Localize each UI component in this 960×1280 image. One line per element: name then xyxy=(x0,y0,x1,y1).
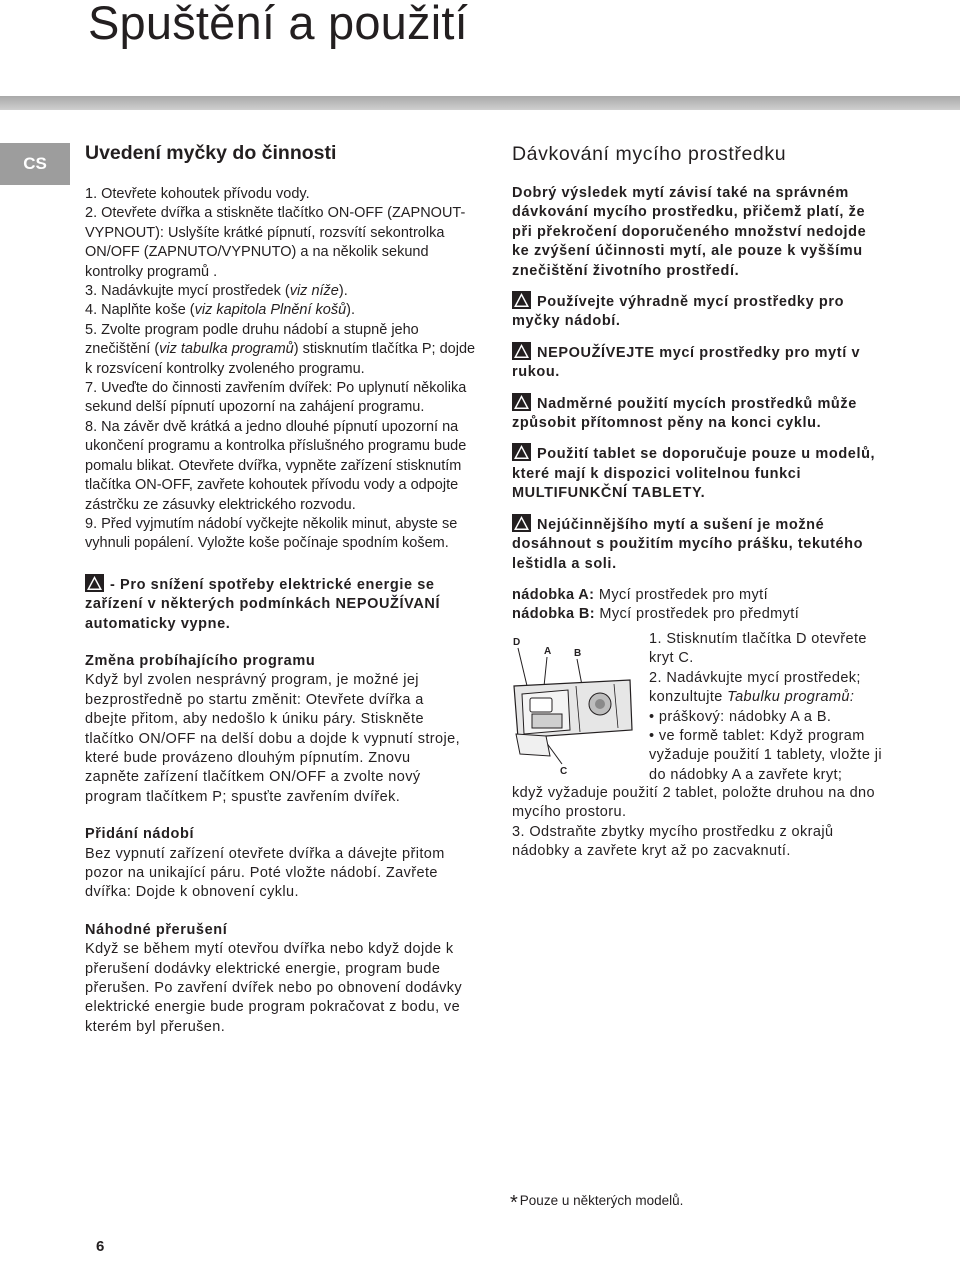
left-column xyxy=(85,142,480,1037)
warning-icon xyxy=(512,514,531,532)
page-title: Spuštění a použití xyxy=(88,0,468,49)
warning-2: NEPOUŽÍVEJTE mycí prostředky pro mytí v rukou. xyxy=(512,342,872,383)
dispenser-step-2: 2. Nadávkujte mycí prostředek; konzultujte Tabulku programů: xyxy=(649,669,861,706)
diagram-label-c: C xyxy=(560,766,568,777)
dispenser-step-3: 3. Odstraňte zbytky mycího prostředku z okrajů nádobky a zavřete kryt až po zacvaknutí. xyxy=(512,823,834,860)
right-column xyxy=(512,143,892,625)
warning-icon xyxy=(85,574,104,592)
step-8: 8. Na závěr dvě krátká a jedno dlouhé pípnutí upozorní na ukončení programu a kontrolka příslušného programu bude pomalu blikat. Otevřete dvířka, vypněte zařízení stisknutím tlačítka ON-OFF, zavřete kohoutek přívodu vody a odpojte zástrčku ze zásuvky elektrického rozvodu. xyxy=(85,418,467,513)
interrupt-heading: Náhodné přerušení xyxy=(85,921,228,938)
dispenser-step-1: 1. Stisknutím tlačítka D otevřete kryt C. xyxy=(649,631,867,667)
change-text: Když byl zvolen nesprávný program, je možné jej bezprostředně po startu změnit: Otevřete dvířka a dbejte přitom, aby nedošlo k úniku páry. Stiskněte tlačítko ON/OFF na delší dobu a dojde k vypnutí stroje, které bude provázeno dlouhým pípnutím. Znovu zapněte zařízení tlačítkem ON/OFF a zvolte nový program tlačítkem P; spusťte zavřením dvířek. xyxy=(85,672,461,805)
compartment-b: nádobka B: Mycí prostředek pro předmytí xyxy=(512,606,800,623)
dispenser-steps-bottom xyxy=(512,784,887,862)
compartment-a: nádobka A: Mycí prostředek pro mytí xyxy=(512,586,768,603)
warning-4: Použití tablet se doporučuje pouze u modelů, které mají k dispozici volitelnou funkci MULTIFUNKČNÍ TABLETY. xyxy=(512,443,892,503)
interrupt-text: Když se během mytí otevřou dvířka nebo když dojde k přerušení dodávky elektrické energie, program bude přerušen. Po zavření dvířek nebo po obnovení dodávky elektrické energie bude program pokračovat z bodu, ve kterém byl přerušen. xyxy=(85,941,463,1035)
warning-3: Nadměrné použití mycích prostředků může způsobit přítomnost pěny na konci cyklu. xyxy=(512,393,882,434)
diagram-label-d: D xyxy=(513,637,521,648)
detergent-dispenser-diagram xyxy=(510,634,634,780)
detergent-intro: Dobrý výsledek mytí závisí také na správném dávkování mycího prostředku, přičemž platí, že při překročení doporučeného množství nedojde ke zvýšení účinnosti mytí, ale pouze k vyššímu znečištění životního prostředí. xyxy=(512,185,867,279)
warning-icon xyxy=(512,393,531,411)
footnote-text: Pouze u některých modelů. xyxy=(519,1193,684,1208)
warning-5: Nejúčinnějšího mytí a sušení je možné dosáhnout s použitím mycího prášku, tekutého leštidla a soli. xyxy=(512,514,872,574)
diagram-label-a: A xyxy=(544,646,552,657)
step-7: 7. Uveďte do činnosti zavřením dvířek: Po uplynutí několika sekund delší pípnutí upozorní na zahájení programu. xyxy=(85,380,467,416)
section-heading-detergent: Dávkování mycího prostředku xyxy=(512,143,787,165)
footnote-star: * xyxy=(510,1192,518,1214)
step-3: 3. Nadávkujte mycí prostředek (viz níže). xyxy=(85,283,348,300)
page-number: 6 xyxy=(96,1238,105,1255)
dispenser-steps-top xyxy=(649,630,894,785)
diagram-label-b: B xyxy=(574,648,582,659)
step-2: 2. Otevřete dvířka a stiskněte tlačítko ON-OFF (ZAPNOUT-VYPNOUT): Uslyšíte krátké pípnutí, rozsvítí sekontrolka ON/OFF (ZAPNUTO/VYPNUTO) a na několik sekund kontrolky programů . xyxy=(85,205,466,280)
add-heading: Přidání nádobí xyxy=(85,826,195,843)
dispenser-step-2-tablet: • ve formě tablet: Když program vyžaduje použití 1 tablety, vložte ji do nádobky A a zavřete kryt; xyxy=(649,728,882,783)
step-1: 1. Otevřete kohoutek přívodu vody. xyxy=(85,186,310,202)
dispenser-step-2-powder: • práškový: nádobky A a B. xyxy=(649,708,832,725)
change-heading: Změna probíhajícího programu xyxy=(85,652,316,669)
section-heading-start: Uvedení myčky do činnosti xyxy=(85,142,337,164)
energy-note: - Pro snížení spotřeby elektrické energie se zařízení v některých podmínkách NEPOUŽÍVANÍ automaticky vypne. xyxy=(85,574,465,634)
step-5: 5. Zvolte program podle druhu nádobí a stupně jeho znečištění (viz tabulka programů) stisknutím tlačítka P; dojde k rozsvícení kontrolky zvoleného programu. xyxy=(85,321,476,377)
dispenser-step-2-tablets-two: když vyžaduje použití 2 tablet, položte druhou na dno mycího prostoru. xyxy=(512,785,875,821)
footnote xyxy=(510,1192,683,1215)
warning-icon xyxy=(512,342,531,360)
step-9: 9. Před vyjmutím nádobí vyčkejte několik minut, abyste se vyhnuli popálení. Vyložte koše počínaje spodním košem. xyxy=(85,515,458,552)
warning-icon xyxy=(512,443,531,461)
header-rule xyxy=(0,96,960,110)
add-text: Bez vypnutí zařízení otevřete dvířka a dávejte přitom pozor na unikající páru. Poté vložte nádobí. Zavřete dvířka: Dojde k obnovení cyklu. xyxy=(85,845,445,901)
warning-icon xyxy=(512,291,531,309)
warning-1: Používejte výhradně mycí prostředky pro myčky nádobí. xyxy=(512,291,872,332)
step-4: 4. Naplňte koše (viz kapitola Plnění košů). xyxy=(85,302,356,319)
start-steps xyxy=(85,185,480,554)
language-tab: CS xyxy=(0,143,70,185)
